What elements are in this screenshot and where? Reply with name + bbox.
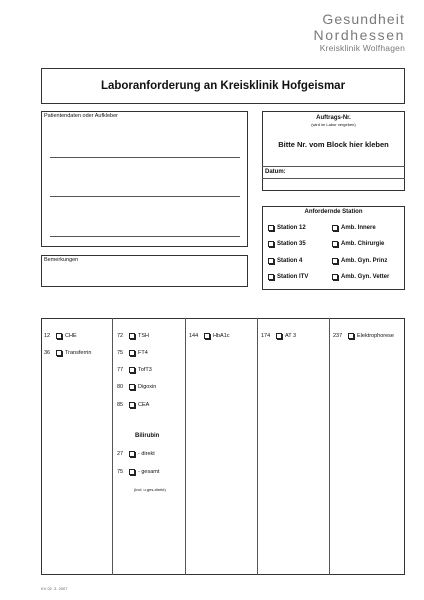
checkbox-icon bbox=[129, 333, 135, 339]
test-number: 36 bbox=[44, 350, 51, 356]
patient-line-1 bbox=[50, 157, 240, 158]
amb-innere-checkbox[interactable] bbox=[332, 225, 376, 231]
test-number: 72 bbox=[117, 333, 124, 339]
tests-col-divider-3 bbox=[257, 318, 258, 575]
logo-line-nordhessen: Nordhessen bbox=[313, 27, 405, 43]
station-4-checkbox[interactable] bbox=[268, 258, 302, 264]
station-item-label: Station 12 bbox=[277, 225, 306, 231]
checkbox-icon bbox=[268, 274, 274, 280]
tests-grid bbox=[41, 318, 405, 575]
checkbox-icon bbox=[129, 367, 135, 373]
test-name: HbA1c bbox=[213, 333, 230, 339]
patient-data-label: Patientendaten oder Aufkleber bbox=[44, 113, 119, 119]
sticker-note: Bitte Nr. vom Block hier kleben bbox=[278, 140, 389, 149]
test-name: Elektrophorese bbox=[357, 333, 394, 339]
test-number: 27 bbox=[117, 451, 124, 457]
order-number-sublabel: (wird im Labor vergeben) bbox=[311, 122, 356, 127]
checkbox-icon bbox=[204, 333, 210, 339]
test-tsh[interactable] bbox=[117, 333, 149, 339]
station-item-label: Station ITV bbox=[277, 274, 309, 280]
test-number: 144 bbox=[189, 333, 199, 339]
order-divider-2 bbox=[262, 178, 405, 179]
checkbox-icon bbox=[332, 225, 338, 231]
checkbox-icon bbox=[268, 225, 274, 231]
checkbox-icon bbox=[268, 258, 274, 264]
test-number: 75 bbox=[117, 350, 124, 356]
station-item-label: Amb. Innere bbox=[341, 225, 376, 231]
test-number: 75 bbox=[117, 469, 124, 475]
form-title: Laboranforderung an Kreisklinik Hofgeismar bbox=[41, 68, 405, 104]
test-name: Digoxin bbox=[138, 384, 157, 390]
checkbox-icon bbox=[129, 469, 135, 475]
checkbox-icon bbox=[332, 258, 338, 264]
order-number-label: Auftrags-Nr. bbox=[316, 115, 351, 121]
test-name: TofT3 bbox=[138, 367, 152, 373]
bilirubin-note: (incl. u.ges-direkt) bbox=[134, 487, 166, 492]
test-name: CHE bbox=[65, 333, 77, 339]
checkbox-icon bbox=[129, 402, 135, 408]
form-code: KV 02 .3. 2007 bbox=[41, 586, 68, 591]
amb-chirurgie-checkbox[interactable] bbox=[332, 241, 384, 247]
checkbox-icon bbox=[56, 350, 62, 356]
station-35-checkbox[interactable] bbox=[268, 241, 306, 247]
test-transferrin[interactable] bbox=[44, 350, 91, 356]
station-item-label: Amb. Gyn. Vetter bbox=[341, 274, 390, 280]
checkbox-icon bbox=[268, 241, 274, 247]
checkbox-icon bbox=[129, 350, 135, 356]
test-number: 237 bbox=[333, 333, 343, 339]
remarks-label: Bemerkungen bbox=[44, 257, 79, 263]
tests-col-divider-1 bbox=[112, 318, 113, 575]
date-label: Datum: bbox=[265, 169, 286, 175]
order-divider-1 bbox=[262, 166, 405, 167]
test-toft3[interactable] bbox=[117, 367, 152, 373]
patient-data-box[interactable] bbox=[41, 111, 248, 247]
station-title: Anfordernde Station bbox=[304, 209, 363, 215]
amb-gyn-vetter-checkbox[interactable] bbox=[332, 274, 389, 280]
station-item-label: Amb. Chirurgie bbox=[341, 241, 385, 247]
checkbox-icon bbox=[129, 451, 135, 457]
test-number: 12 bbox=[44, 333, 51, 339]
tests-col-divider-4 bbox=[329, 318, 330, 575]
checkbox-icon bbox=[332, 274, 338, 280]
station-itv-checkbox[interactable] bbox=[268, 274, 308, 280]
station-item-label: Station 35 bbox=[277, 241, 306, 247]
test-name: - gesamt bbox=[138, 469, 160, 475]
test-number: 85 bbox=[117, 402, 124, 408]
station-item-label: Station 4 bbox=[277, 258, 303, 264]
test-che[interactable] bbox=[44, 333, 77, 339]
test-name: Transferrin bbox=[65, 350, 92, 356]
checkbox-icon bbox=[348, 333, 354, 339]
test-at3[interactable] bbox=[261, 333, 296, 339]
logo-line-clinic: Kreisklinik Wolfhagen bbox=[319, 43, 405, 53]
checkbox-icon bbox=[129, 384, 135, 390]
test-number: 77 bbox=[117, 367, 124, 373]
patient-line-3 bbox=[50, 236, 240, 237]
patient-line-2 bbox=[50, 196, 240, 197]
tests-col-divider-2 bbox=[185, 318, 186, 575]
test-name: FT4 bbox=[138, 350, 148, 356]
test-name: CEA bbox=[138, 402, 150, 408]
test-name: - direkt bbox=[138, 451, 155, 457]
logo-line-gesundheit: Gesundheit bbox=[322, 11, 405, 27]
test-number: 174 bbox=[261, 333, 271, 339]
test-name: TSH bbox=[138, 333, 149, 339]
test-elektrophorese[interactable] bbox=[333, 333, 394, 339]
test-bilirubin-gesamt[interactable] bbox=[117, 469, 159, 475]
station-item-label: Amb. Gyn. Prinz bbox=[341, 258, 388, 264]
amb-gyn-prinz-checkbox[interactable] bbox=[332, 258, 387, 264]
checkbox-icon bbox=[332, 241, 338, 247]
test-ft4[interactable] bbox=[117, 350, 148, 356]
checkbox-icon bbox=[56, 333, 62, 339]
station-12-checkbox[interactable] bbox=[268, 225, 306, 231]
bilirubin-heading: Bilirubin bbox=[135, 433, 160, 439]
test-digoxin[interactable] bbox=[117, 384, 156, 390]
test-cea[interactable] bbox=[117, 402, 149, 408]
test-number: 80 bbox=[117, 384, 124, 390]
test-hba1c[interactable] bbox=[189, 333, 230, 339]
test-bilirubin-direkt[interactable] bbox=[117, 451, 155, 457]
checkbox-icon bbox=[276, 333, 282, 339]
test-name: AT 3 bbox=[285, 333, 297, 339]
